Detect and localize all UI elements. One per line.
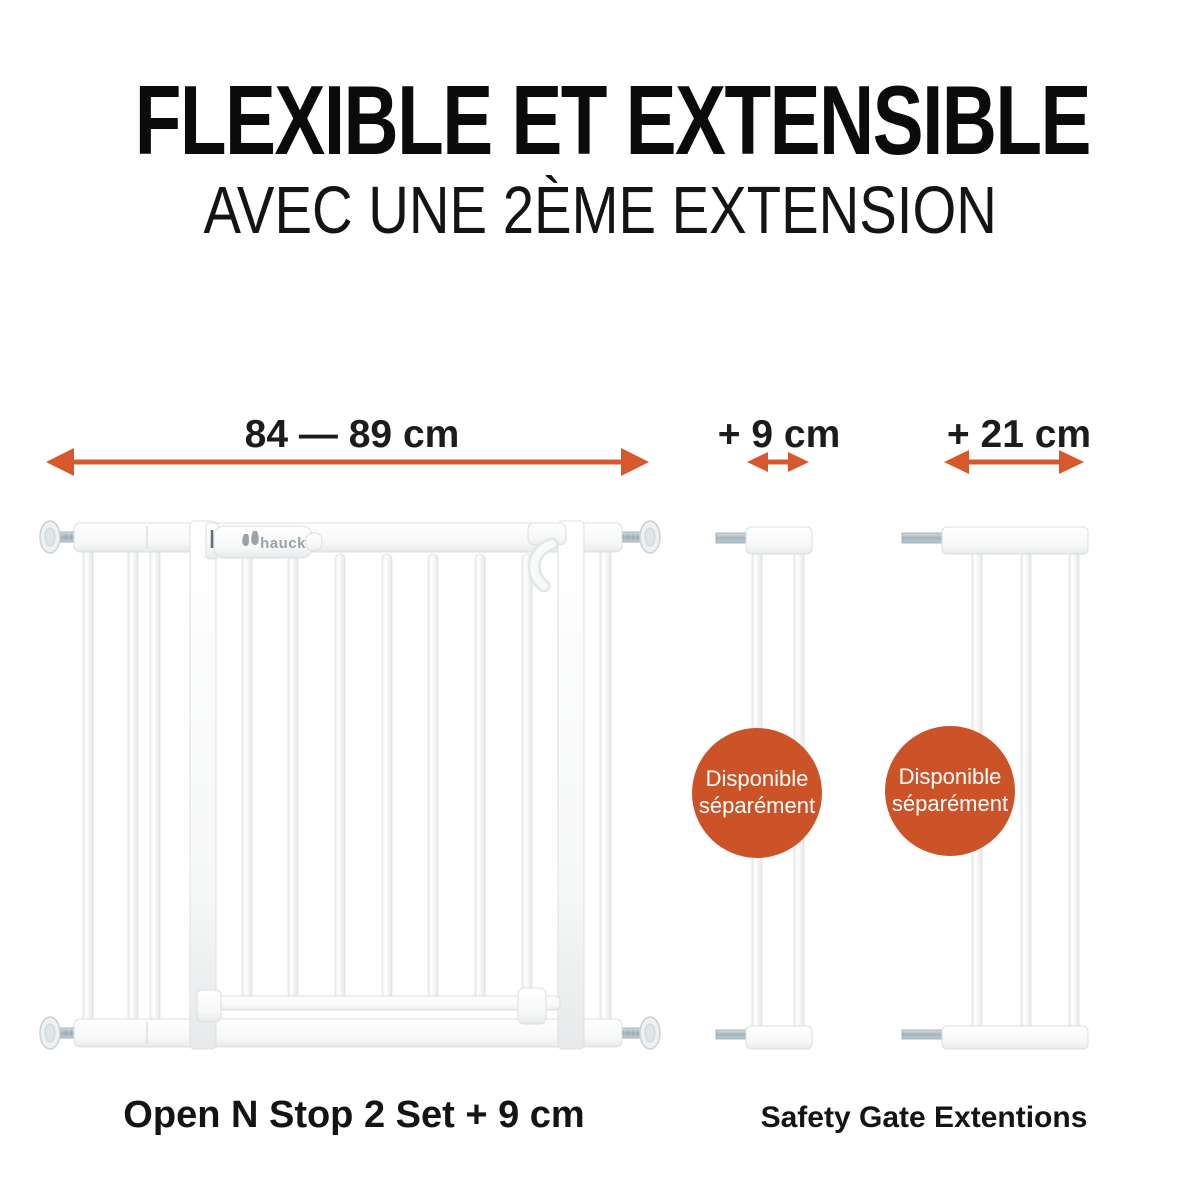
badge-line2: séparément bbox=[698, 793, 816, 818]
door-bottom-rail bbox=[216, 996, 560, 1010]
dimension-label-large-extension: + 21 cm bbox=[946, 413, 1092, 456]
door-bar bbox=[522, 554, 532, 998]
gate-bars bbox=[83, 550, 611, 1022]
dimension-label-small-extension: + 9 cm bbox=[717, 413, 841, 456]
door-bar bbox=[382, 554, 392, 998]
wall-cup-center bbox=[645, 1024, 655, 1042]
badge-line1: Disponible bbox=[898, 764, 1002, 790]
dimension-arrow-small-extension bbox=[747, 452, 809, 472]
page-subtitle: AVEC UNE 2ÈME EXTENSION bbox=[203, 173, 997, 248]
wall-cup-center bbox=[45, 1024, 55, 1042]
extension-bottom-peg bbox=[716, 1030, 748, 1039]
extension-bar bbox=[1021, 552, 1031, 1030]
page-title: FLEXIBLE ET EXTENSIBLE bbox=[134, 65, 1090, 175]
availability-badge-small-extension bbox=[692, 728, 822, 858]
dimension-arrow-main-gate bbox=[46, 448, 649, 476]
right-frame-post bbox=[558, 521, 584, 1049]
arrow-right-head bbox=[788, 452, 809, 472]
caption-main-gate: Open N Stop 2 Set + 9 cm bbox=[123, 1094, 585, 1136]
arrow-left-head bbox=[944, 450, 969, 474]
badge-line1: Disponible bbox=[705, 766, 809, 792]
gate-bar bbox=[150, 550, 160, 1022]
extension-top-peg bbox=[902, 533, 944, 543]
badge-line2: séparément bbox=[891, 791, 1009, 816]
wall-mount-top-right bbox=[620, 521, 660, 553]
handle-nub bbox=[306, 533, 322, 551]
extension-top-block bbox=[746, 527, 812, 554]
door-bar bbox=[475, 554, 485, 998]
door-bottom-left-foot bbox=[197, 990, 221, 1022]
extension-bottom-block bbox=[746, 1026, 812, 1049]
door-bar bbox=[335, 554, 345, 998]
wall-cup-center bbox=[45, 528, 55, 546]
dimension-label-main-gate: 84 — 89 cm bbox=[244, 413, 460, 456]
arrow-right-head bbox=[1059, 450, 1084, 474]
availability-badge-large-extension bbox=[885, 726, 1015, 856]
gate-bar bbox=[83, 550, 93, 1022]
door-bar bbox=[288, 554, 298, 998]
gate-handle bbox=[206, 523, 322, 559]
arrow-right-head bbox=[621, 448, 649, 476]
extension-bottom-block bbox=[942, 1026, 1088, 1049]
extension-top-peg bbox=[716, 533, 748, 543]
extension-bottom-peg bbox=[902, 1030, 944, 1039]
extension-bar bbox=[1069, 552, 1079, 1030]
caption-extensions: Safety Gate Extentions bbox=[760, 1101, 1088, 1134]
extension-top-block bbox=[942, 527, 1088, 554]
hauck-logo: hauck bbox=[260, 535, 306, 552]
main-safety-gate bbox=[40, 521, 660, 1049]
gate-bar bbox=[128, 550, 138, 1022]
left-frame-post bbox=[190, 521, 216, 1049]
gate-bar bbox=[600, 550, 611, 1022]
wall-cup-center bbox=[645, 528, 655, 546]
door-bar bbox=[428, 554, 438, 998]
wall-mount-bottom-right bbox=[620, 1017, 660, 1049]
door-bar bbox=[242, 554, 252, 998]
dimension-arrow-large-extension bbox=[944, 450, 1084, 474]
arrow-left-head bbox=[46, 448, 74, 476]
door-bottom-right-latch-foot bbox=[518, 988, 546, 1024]
arrow-left-head bbox=[747, 452, 768, 472]
